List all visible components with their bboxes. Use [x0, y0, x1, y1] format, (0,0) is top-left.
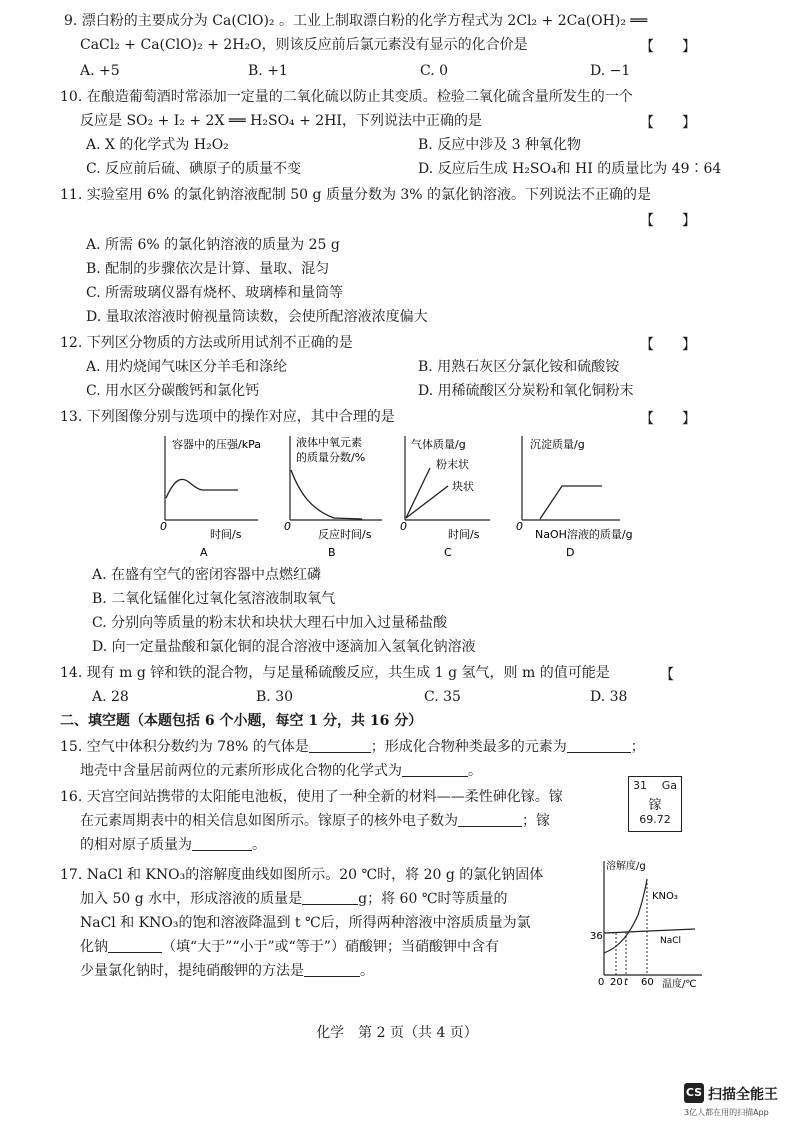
- q16-text2: ；镓: [522, 813, 550, 829]
- page-footer: 化学 第 2 页（共 4 页）: [316, 1025, 478, 1041]
- q9-opt-a: A. +5: [80, 63, 120, 79]
- graph-c-letter: C: [444, 546, 452, 559]
- graph-b-ylabel1: 液体中氧元素: [296, 436, 362, 449]
- graph-d-letter: D: [566, 546, 575, 559]
- graph-c-label2: 块状: [452, 480, 474, 493]
- cs-app-icon: CS: [684, 1083, 704, 1103]
- q17-line5: [80, 962, 374, 980]
- scanner-app-tagline: 3亿人都在用的扫描App: [684, 1108, 769, 1117]
- graph-d-ylabel: 沉淀质量/g: [530, 438, 585, 451]
- q15-text4: 地壳中含量居前两位的元素所形成化合物的化学式为: [80, 763, 402, 779]
- q13-opt-d: D. 向一定量盐酸和氯化铜的混合溶液中逐滴加入氢氧化钠溶液: [92, 639, 476, 655]
- solubility-xt: t: [624, 977, 628, 988]
- q15-text5: 。: [468, 763, 482, 779]
- graph-a: [160, 436, 261, 559]
- q15-line2: [80, 762, 482, 780]
- q12-opt-d: D. 用稀硫酸区分炭粉和氧化铜粉末: [418, 383, 634, 399]
- q10-opt-a: A. X 的化学式为 H₂O₂: [86, 137, 229, 153]
- q9-line1: 9. 漂白粉的主要成分为 Ca(ClO)₂ 。工业上制取漂白粉的化学方程式为 2Cl₂ + 2Ca(OH)₂ ══: [64, 13, 648, 29]
- solubility-kno3-label: KNO₃: [652, 891, 678, 902]
- solubility-x0: 0: [598, 977, 605, 988]
- q15-blank1[interactable]: [309, 738, 371, 753]
- q17-text6: 。: [360, 963, 374, 979]
- q16-line2: [80, 812, 550, 830]
- q17-line1: 17. NaCl 和 KNO₃的溶解度曲线如图所示。20 ℃时，将 20 g 的氯化钠固体: [60, 867, 544, 883]
- q15-text2: ；形成化合物种类最多的元素为: [370, 739, 567, 755]
- q16-blank1[interactable]: [458, 812, 522, 827]
- q17-text2: g；将 60 ℃时等质量的: [358, 891, 508, 907]
- solubility-x20: 20: [610, 977, 623, 988]
- q15-blank2[interactable]: [567, 738, 631, 753]
- q14-opt-c: C. 35: [424, 689, 461, 705]
- q9-opt-d: D. −1: [590, 63, 631, 79]
- graph-c-origin: 0: [400, 520, 407, 533]
- q10-bracket: 【 】: [640, 115, 696, 131]
- q14-opt-b: B. 30: [256, 689, 294, 705]
- q16-text4: 。: [252, 837, 266, 853]
- q9-opt-b: B. +1: [248, 63, 288, 79]
- q14-opt-a: A. 28: [92, 689, 129, 705]
- q14-bracket: 【: [660, 667, 674, 683]
- q10-opt-b: B. 反应中涉及 3 种氧化物: [418, 137, 581, 153]
- q12-opt-a: A. 用灼烧闻气味区分羊毛和涤纶: [86, 359, 288, 375]
- graph-d: [516, 436, 633, 559]
- q17-blank2[interactable]: [108, 938, 162, 953]
- q11-opt-b: B. 配制的步骤依次是计算、量取、混匀: [86, 261, 330, 277]
- q14-opt-d: D. 38: [590, 689, 628, 705]
- q9-bracket: 【 】: [640, 39, 696, 55]
- q14-line1: 14. 现有 m g 锌和铁的混合物，与足量稀硫酸反应，共生成 1 g 氢气，则 m 的值可能是: [60, 665, 610, 681]
- graph-c-xlabel: 时间/s: [448, 528, 480, 541]
- q13-graphs: [0, 428, 794, 564]
- q15-blank3[interactable]: [402, 762, 468, 777]
- q13-opt-b: B. 二氧化锰催化过氧化氢溶液制取氧气: [92, 591, 336, 607]
- graph-d-origin: 0: [516, 520, 523, 533]
- q16-text1: 在元素周期表中的相关信息如图所示。镓原子的核外电子数为: [80, 813, 458, 829]
- q13-bracket: 【 】: [640, 411, 696, 427]
- graph-c: [400, 436, 490, 559]
- q17-line2: [80, 890, 507, 908]
- solubility-xlabel: 温度/℃: [662, 979, 697, 990]
- q10-opt-d: D. 反应后生成 H₂SO₄和 HI 的质量比为 49∶64: [418, 161, 722, 177]
- q16-line3: [80, 836, 266, 854]
- q15-text3: ；: [630, 739, 645, 755]
- gallium-element-cell: [628, 776, 682, 832]
- q11-opt-a: A. 所需 6% 的氯化钠溶液的质量为 25 g: [86, 237, 340, 253]
- graph-a-xlabel: 时间/s: [210, 528, 242, 541]
- q12-opt-b: B. 用熟石灰区分氯化铵和硫酸铵: [418, 359, 620, 375]
- graph-b: [284, 435, 382, 559]
- graph-a-ylabel: 容器中的压强/kPa: [172, 438, 261, 451]
- scanner-app-name: 扫描全能王: [708, 1087, 778, 1103]
- q9-opt-c: C. 0: [420, 63, 449, 79]
- q17-blank1[interactable]: [302, 890, 358, 905]
- q13-line1: 13. 下列图像分别与选项中的操作对应，其中合理的是: [60, 409, 395, 425]
- q15-line1: [60, 738, 645, 756]
- graph-d-xlabel: NaOH溶液的质量/g: [535, 528, 633, 541]
- q15-text1: 15. 空气中体积分数约为 78% 的气体是: [60, 739, 309, 755]
- solubility-ylabel: 溶解度/g: [606, 861, 646, 872]
- q17-blank3[interactable]: [304, 962, 360, 977]
- graph-a-origin: 0: [160, 520, 167, 533]
- solubility-nacl-label: NaCl: [660, 936, 682, 946]
- solubility-y36: 36: [590, 931, 603, 942]
- q10-line1: 10. 在酿造葡萄酒时常添加一定量的二氧化硫以防止其变质。检验二氧化硫含量所发生的一个: [60, 89, 633, 105]
- graph-a-letter: A: [200, 546, 208, 559]
- q12-line1: 12. 下列区分物质的方法或所用试剂不正确的是: [60, 335, 353, 351]
- graph-b-ylabel2: 的质量分数/%: [296, 451, 366, 464]
- q13-opt-c: C. 分别向等质量的粉末状和块状大理石中加入过量稀盐酸: [92, 615, 448, 631]
- solubility-chart: [590, 855, 720, 990]
- section-2-title: 二、填空题（本题包括 6 个小题，每空 1 分，共 16 分）: [60, 713, 423, 729]
- q11-opt-c: C. 所需玻璃仪器有烧杯、玻璃棒和量筒等: [86, 285, 344, 301]
- q11-bracket: 【 】: [640, 213, 696, 229]
- q11-opt-d: D. 量取浓溶液时俯视量筒读数，会使所配溶液浓度偏大: [86, 309, 428, 325]
- gallium-atomic-number: 31: [633, 779, 647, 792]
- graph-b-origin: 0: [284, 520, 291, 533]
- q9-line2: CaCl₂ + Ca(ClO)₂ + 2H₂O，则该反应前后氯元素没有显示的化合价是: [80, 37, 528, 53]
- q11-line1: 11. 实验室用 6% 的氯化钠溶液配制 50 g 质量分数为 3% 的氯化钠溶液。下列说法不正确的是: [60, 187, 652, 203]
- q12-bracket: 【 】: [640, 337, 696, 353]
- q17-line4: [80, 938, 499, 956]
- q16-blank2[interactable]: [192, 836, 252, 851]
- q16-text3: 的相对原子质量为: [80, 837, 192, 853]
- gallium-symbol: Ga: [661, 779, 677, 792]
- graph-b-xlabel: 反应时间/s: [318, 528, 372, 541]
- q17-text4: （填“大于”“小于”或“等于”）硝酸钾；当硝酸钾中含有: [162, 939, 499, 955]
- graph-b-letter: B: [328, 546, 336, 559]
- q16-line1: 16. 天宫空间站携带的太阳能电池板，使用了一种全新的材料——柔性砷化镓。镓: [60, 789, 563, 805]
- q17-text5: 少量氯化钠时，提纯硝酸钾的方法是: [80, 963, 304, 979]
- q13-opt-a: A. 在盛有空气的密闭容器中点燃红磷: [92, 567, 322, 583]
- q17-text1: 加入 50 g 水中，形成溶液的质量是: [80, 891, 303, 907]
- solubility-x60: 60: [641, 977, 654, 988]
- graph-c-ylabel: 气体质量/g: [411, 438, 466, 451]
- graph-c-label1: 粉末状: [436, 458, 469, 471]
- q10-line2: 反应是 SO₂ + I₂ + 2X ══ H₂SO₄ + 2HI，下列说法中正确的是: [80, 113, 482, 129]
- q10-opt-c: C. 反应前后硫、碘原子的质量不变: [86, 161, 302, 177]
- q12-opt-c: C. 用水区分碳酸钙和氯化钙: [86, 383, 260, 399]
- gallium-name: 镓: [648, 798, 662, 813]
- q17-text3: 化钠: [80, 939, 108, 955]
- gallium-mass: 69.72: [639, 813, 671, 826]
- q17-line3: NaCl 和 KNO₃的饱和溶液降温到 t ℃后，所得两种溶液中溶质质量为氯: [80, 915, 531, 931]
